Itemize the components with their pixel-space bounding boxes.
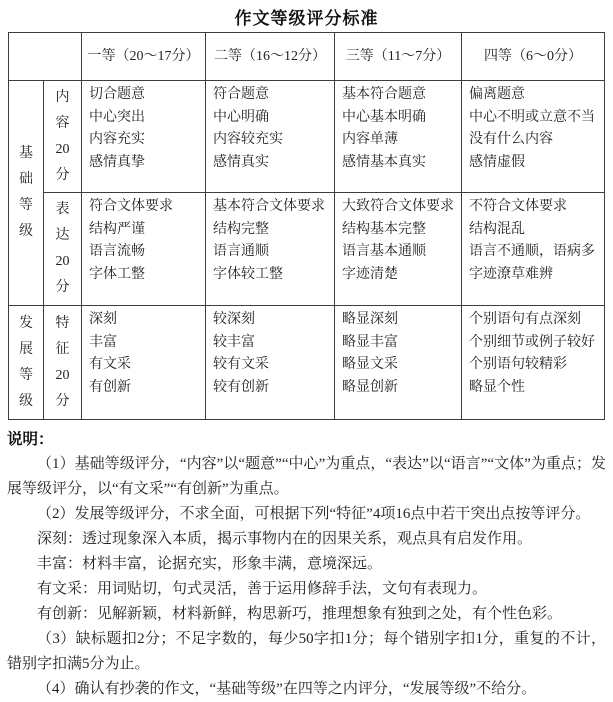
- group-label-develop-grade: [9, 306, 44, 420]
- cell-feature-grade4: [462, 306, 605, 420]
- criteria-line: 符合文体要求: [89, 199, 173, 214]
- vertical-label-char: 容: [55, 115, 70, 131]
- notes-list: [7, 452, 606, 702]
- note-item: （3）缺标题扣2分；不足字数的，每少50字扣1分；每个错别字扣1分，重复的不计，错别字扣满5分为止。: [7, 631, 606, 672]
- vertical-label-char: 级: [19, 224, 33, 239]
- header-grade-4: 四等（6～0分）: [462, 33, 605, 81]
- criteria-line: 略显深刻: [342, 312, 398, 327]
- cell-expression-grade3: [335, 193, 462, 306]
- vertical-label-char: 展: [19, 341, 33, 357]
- criteria-line: 个别语句较精彩: [469, 357, 567, 372]
- criteria-line: 语言基本通顺: [342, 244, 426, 259]
- criteria-line: 较丰富: [213, 334, 255, 350]
- cell-content-grade1: [82, 81, 206, 193]
- criteria-line: 丰富: [89, 334, 117, 350]
- page-title: 作文等级评分标准: [234, 9, 379, 28]
- criteria-line: 结构严谨: [89, 221, 145, 237]
- cell-feature-grade1: [82, 306, 206, 420]
- cell-content-grade3: [335, 81, 462, 193]
- cell-feature-grade3: [335, 306, 462, 420]
- criteria-line: 感情真挚: [89, 154, 145, 170]
- vertical-label-char: 发: [19, 315, 33, 331]
- vertical-label-char: 达: [55, 228, 70, 243]
- criteria-line: 中心基本明确: [342, 109, 426, 125]
- vertical-label-char: 20: [55, 141, 70, 157]
- criteria-line: 字迹潦草难辨: [469, 266, 553, 282]
- vertical-label-char: 征: [55, 341, 70, 357]
- cell-content-grade2: [206, 81, 335, 193]
- criteria-line: 符合题意: [213, 87, 269, 102]
- row-label-expression-20: [44, 193, 82, 306]
- table-header-row: [9, 33, 605, 81]
- header-grade-1: 一等（20～17分）: [82, 33, 206, 81]
- note-item: （1）基础等级评分，“内容”以“题意”“中心”为重点，“表达”以“语言”“文体”为重点；发展等级评分，以“有文采”“有创新”为重点。: [7, 456, 606, 497]
- grading-rubric-table: [8, 32, 605, 420]
- criteria-line: 个别语句有点深刻: [469, 312, 581, 327]
- criteria-line: 感情虚假: [469, 154, 525, 170]
- vertical-label-char: 分: [55, 280, 70, 295]
- table-row-content: [9, 81, 605, 193]
- vertical-label-char: 分: [55, 393, 70, 409]
- note-item: 丰富：材料丰富，论据充实，形象丰满，意境深远。: [37, 556, 383, 572]
- vertical-label-char: 20: [55, 367, 70, 383]
- corner-cell: [9, 33, 82, 81]
- criteria-line: 略显创新: [342, 379, 398, 395]
- vertical-label-char: 础: [19, 172, 33, 187]
- cell-expression-grade4: [462, 193, 605, 306]
- header-grade-2: 二等（16～12分）: [206, 33, 335, 81]
- vertical-label-char: 级: [19, 393, 33, 409]
- criteria-line: 个别细节或例子较好: [469, 334, 595, 350]
- criteria-line: 语言通顺: [213, 244, 269, 259]
- vertical-label-char: 等: [19, 198, 33, 213]
- criteria-line: 语言不通顺，语病多: [469, 244, 595, 259]
- criteria-line: 略显文采: [342, 357, 398, 372]
- cell-content-grade4: [462, 81, 605, 193]
- criteria-line: 不符合文体要求: [469, 199, 567, 214]
- cell-expression-grade1: [82, 193, 206, 306]
- row-label-content-20: [44, 81, 82, 193]
- table-row-expression: [9, 193, 605, 306]
- row-label-feature-20: [44, 306, 82, 420]
- vertical-label-char: 表: [55, 202, 70, 217]
- criteria-line: 中心突出: [89, 109, 145, 125]
- criteria-line: 内容单薄: [342, 132, 398, 147]
- vertical-label-char: 特: [55, 315, 70, 331]
- header-grade-3: 三等（11～7分）: [335, 33, 462, 81]
- criteria-line: 有创新: [89, 379, 131, 395]
- table-row-feature: [9, 306, 605, 420]
- criteria-line: 切合题意: [89, 87, 145, 102]
- criteria-line: 结构基本完整: [342, 221, 426, 237]
- note-item: 有文采：用词贴切，句式灵活，善于运用修辞手法，文句有表现力。: [37, 581, 488, 597]
- criteria-line: 内容充实: [89, 132, 145, 147]
- criteria-line: 感情真实: [213, 154, 269, 170]
- criteria-line: 感情基本真实: [342, 154, 426, 170]
- criteria-line: 没有什么内容: [469, 132, 553, 147]
- criteria-line: 基本符合题意: [342, 87, 426, 102]
- criteria-line: 较深刻: [213, 312, 255, 327]
- criteria-line: 中心不明或立意不当: [469, 109, 595, 125]
- notes-heading: 说明：: [7, 431, 54, 448]
- criteria-line: 有文采: [89, 357, 131, 372]
- criteria-line: 字体较工整: [213, 266, 283, 282]
- criteria-line: 字迹清楚: [342, 266, 398, 282]
- criteria-line: 略显个性: [469, 379, 525, 395]
- criteria-line: 基本符合文体要求: [213, 199, 325, 214]
- cell-feature-grade2: [206, 306, 335, 420]
- criteria-line: 中心明确: [213, 109, 269, 125]
- cell-expression-grade2: [206, 193, 335, 306]
- criteria-line: 结构完整: [213, 221, 269, 237]
- note-item: （4）确认有抄袭的作文，“基础等级”在四等之内评分，“发展等级”不给分。: [37, 681, 537, 697]
- note-item: （2）发展等级评分，不求全面，可根据下列“特征”4项16点中若干突出点按等评分。: [37, 506, 591, 522]
- note-item: 深刻：透过现象深入本质，揭示事物内在的因果关系，观点具有启发作用。: [37, 531, 533, 547]
- vertical-label-char: 分: [55, 167, 70, 183]
- vertical-label-char: 基: [19, 146, 33, 161]
- criteria-line: 内容较充实: [213, 132, 283, 147]
- vertical-label-char: 内: [55, 89, 70, 105]
- criteria-line: 略显丰富: [342, 334, 398, 350]
- criteria-line: 字体工整: [89, 266, 145, 282]
- note-item: 有创新：见解新颖，材料新鲜，构思新巧，推理想象有独到之处，有个性色彩。: [37, 606, 563, 622]
- criteria-line: 深刻: [89, 312, 117, 327]
- criteria-line: 语言流畅: [89, 244, 145, 259]
- criteria-line: 较有创新: [213, 379, 269, 395]
- vertical-label-char: 20: [55, 254, 70, 269]
- group-label-basic-grade: [9, 81, 44, 306]
- criteria-line: 较有文采: [213, 357, 269, 372]
- criteria-line: 大致符合文体要求: [342, 199, 454, 214]
- criteria-line: 结构混乱: [469, 221, 525, 237]
- criteria-line: 偏离题意: [469, 87, 525, 102]
- vertical-label-char: 等: [19, 367, 33, 383]
- notes-section: [7, 427, 606, 702]
